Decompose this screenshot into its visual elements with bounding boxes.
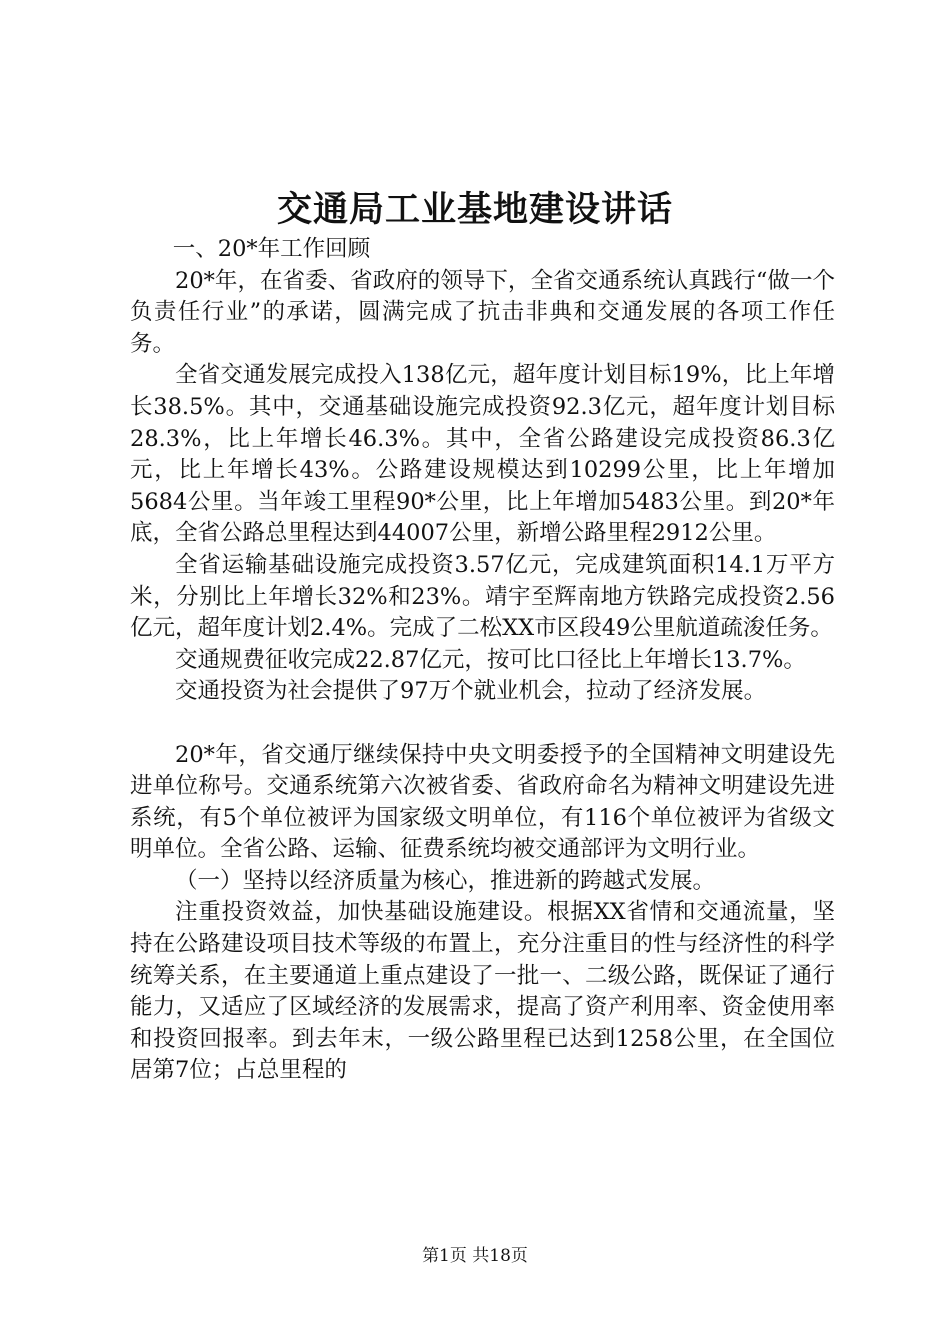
subsection-heading: （一）坚持以经济质量为核心，推进新的跨越式发展。 bbox=[175, 867, 716, 894]
paragraph: 全省交通发展完成投入138亿元，超年度计划目标19%，比上年增长38.5%。其中，交通基础设施完成投资92.3亿元，超年度计划目标28.3%，比上年增长46.3%。其中，全省公路建设完成投资86.3亿元，比上年增长43%。公路建设规模达到10299公里，比上年增加5684公里。当年竣工里程90*公里，比上年增加5483公里。到20*年底，全省公路总里程达到44007公里，新增公路里程2912公里。 bbox=[130, 362, 835, 547]
paragraph: 全省运输基础设施完成投资3.57亿元，完成建筑面积14.1万平方米，分别比上年增长32%和23%。靖宇至辉南地方铁路完成投资2.56亿元，超年度计划2.4%。完成了二松XX市区段49公里航道疏浚任务。 bbox=[130, 551, 835, 642]
paragraph: 交通投资为社会提供了97万个就业机会，拉动了经济发展。 bbox=[175, 678, 767, 705]
paragraph: 20*年，在省委、省政府的领导下，全省交通系统认真践行“做一个负责任行业”的承诺，圆满完成了抗击非典和交通发展的各项工作任务。 bbox=[130, 267, 835, 357]
document-body bbox=[130, 234, 835, 1087]
paragraph: 20*年，省交通厅继续保持中央文明委授予的全国精神文明建设先进单位称号。交通系统第六次被省委、省政府命名为精神文明建设先进系统，有5个单位被评为国家级文明单位，有116个单位被评为省级文明单位。全省公路、运输、征费系统均被交通部评为文明行业。 bbox=[130, 741, 835, 863]
page-number-footer: 第1页 共18页 bbox=[422, 1246, 528, 1266]
document-title: 交通局工业基地建设讲话 bbox=[276, 189, 673, 230]
paragraph: 交通规费征收完成22.87亿元，按可比口径比上年增长13.7%。 bbox=[175, 646, 806, 673]
paragraph: 注重投资效益，加快基础设施建设。根据XX省情和交通流量，坚持在公路建设项目技术等级的布置上，充分注重目的性与经济性的科学统筹关系，在主要通道上重点建设了一批一、二级公路，既保证了通行能力，又适应了区域经济的发展需求，提高了资产利用率、资金使用率和投资回报率。到去年末，一级公路里程已达到1258公里，在全国位居第7位；占总里程的 bbox=[130, 899, 835, 1084]
section-heading: 一、20*年工作回顾 bbox=[172, 236, 371, 262]
